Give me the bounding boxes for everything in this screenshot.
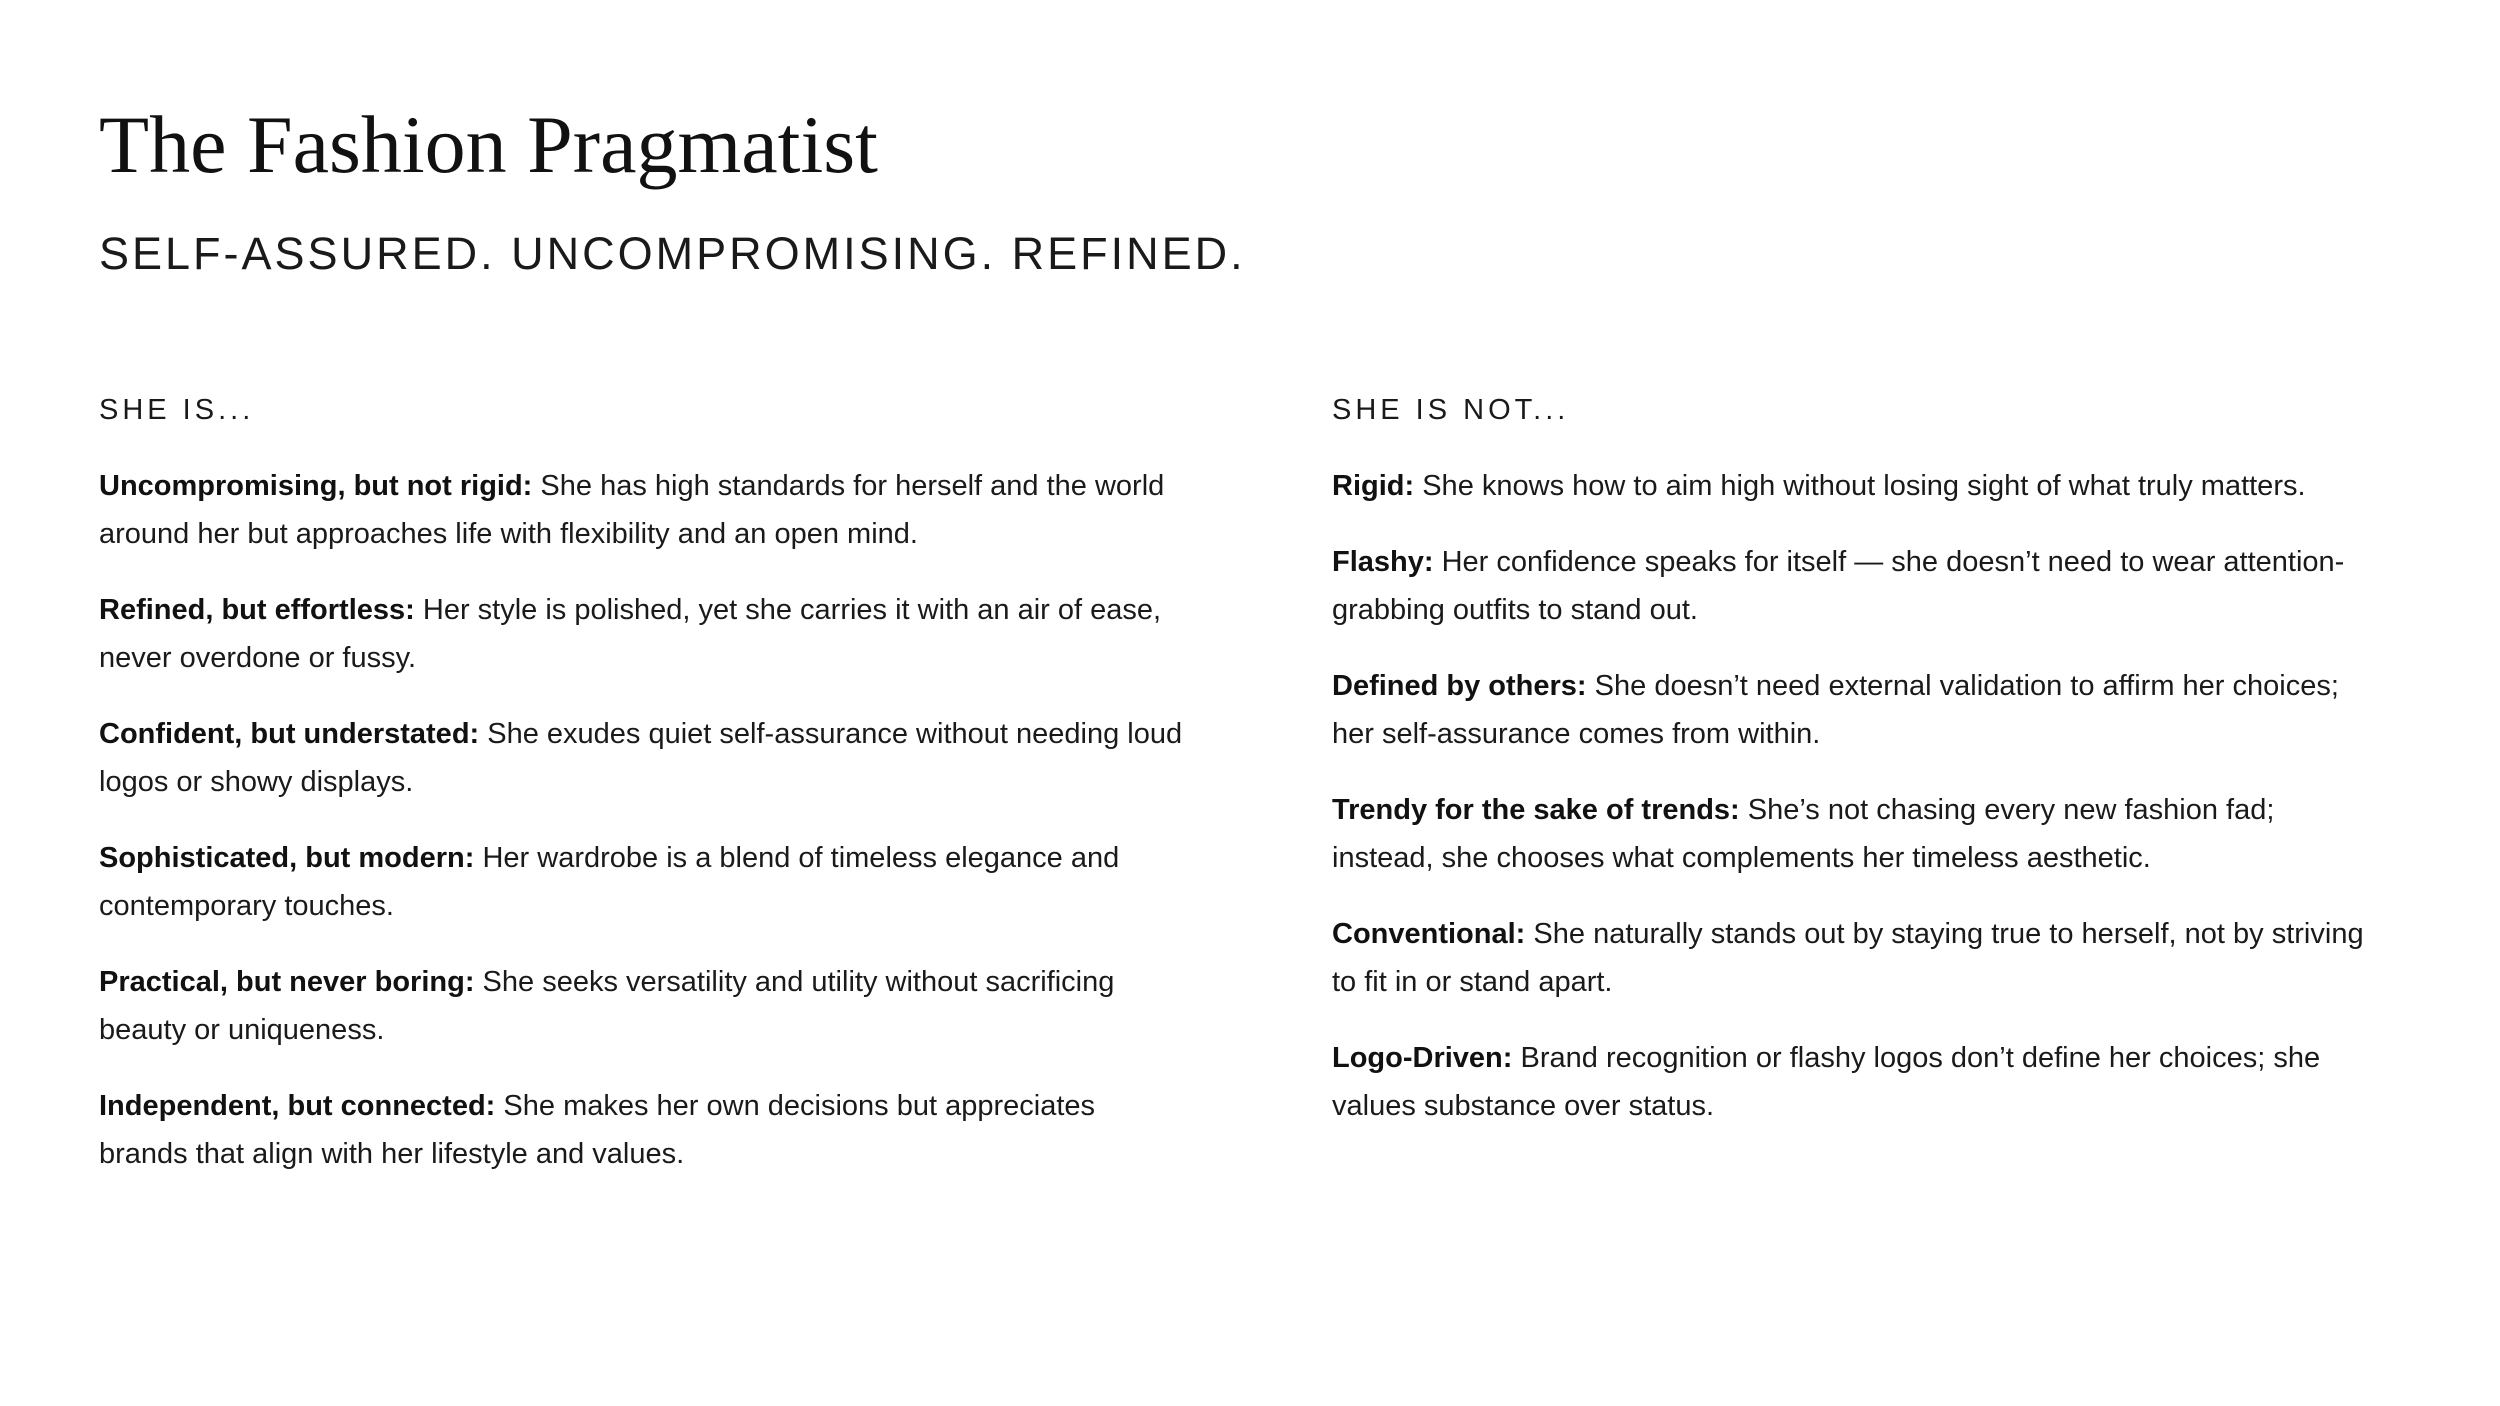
she-is-item (99, 834, 1189, 930)
she-is-not-item (1332, 1034, 2372, 1130)
item-text: Her wardrobe is a blend of timeless elegance and contemporary touches. (99, 842, 1120, 922)
she-is-item (99, 586, 1189, 682)
item-text: She makes her own decisions but appreciates brands that align with her lifestyle and values. (99, 1090, 1096, 1170)
item-term: Uncompromising, but not rigid: (99, 470, 533, 502)
page-subtitle: SELF-ASSURED. UNCOMPROMISING. REFINED. (99, 228, 1246, 279)
she-is-not-item (1332, 538, 2372, 634)
item-term: Defined by others: (1332, 670, 1587, 702)
item-text: She knows how to aim high without losing sight of what truly matters. (1422, 470, 2306, 502)
page-title: The Fashion Pragmatist (99, 99, 878, 190)
item-text: She doesn’t need external validation to affirm her choices; her self-assurance comes from within. (1332, 670, 2339, 750)
item-term: Independent, but connected: (99, 1090, 496, 1122)
item-term: Rigid: (1332, 470, 1415, 502)
item-term: Conventional: (1332, 918, 1526, 950)
she-is-heading: SHE IS... (99, 394, 255, 426)
item-text: She seeks versatility and utility without sacrificing beauty or uniqueness. (99, 966, 1115, 1046)
item-term: Logo-Driven: (1332, 1042, 1513, 1074)
item-term: Confident, but understated: (99, 718, 480, 750)
she-is-not-column (1332, 390, 2372, 1158)
item-text: Her confidence speaks for itself — she doesn’t need to wear attention-grabbing outfits to stand out. (1332, 546, 2345, 626)
she-is-not-item (1332, 786, 2372, 882)
she-is-item (99, 1082, 1189, 1178)
item-term: Practical, but never boring: (99, 966, 475, 998)
item-term: Sophisticated, but modern: (99, 842, 475, 874)
she-is-column (99, 390, 1189, 1206)
item-text: Brand recognition or flashy logos don’t define her choices; she values substance over status. (1332, 1042, 2321, 1122)
item-text: She naturally stands out by staying true to herself, not by striving to fit in or stand apart. (1332, 918, 2364, 998)
she-is-item (99, 710, 1189, 806)
she-is-not-item (1332, 462, 2372, 510)
item-text: She has high standards for herself and the world around her but approaches life with flexibility and an open mind. (99, 470, 1165, 550)
she-is-not-item (1332, 662, 2372, 758)
she-is-not-heading: SHE IS NOT... (1332, 394, 1570, 426)
item-term: Flashy: (1332, 546, 1434, 578)
item-text: She exudes quiet self-assurance without needing loud logos or showy displays. (99, 718, 1183, 798)
item-text: Her style is polished, yet she carries it with an air of ease, never overdone or fussy. (99, 594, 1162, 674)
she-is-item (99, 958, 1189, 1054)
she-is-item (99, 462, 1189, 558)
item-text: She’s not chasing every new fashion fad; instead, she chooses what complements her timeless aesthetic. (1332, 794, 2275, 874)
she-is-not-item (1332, 910, 2372, 1006)
item-term: Trendy for the sake of trends: (1332, 794, 1740, 826)
item-term: Refined, but effortless: (99, 594, 415, 626)
